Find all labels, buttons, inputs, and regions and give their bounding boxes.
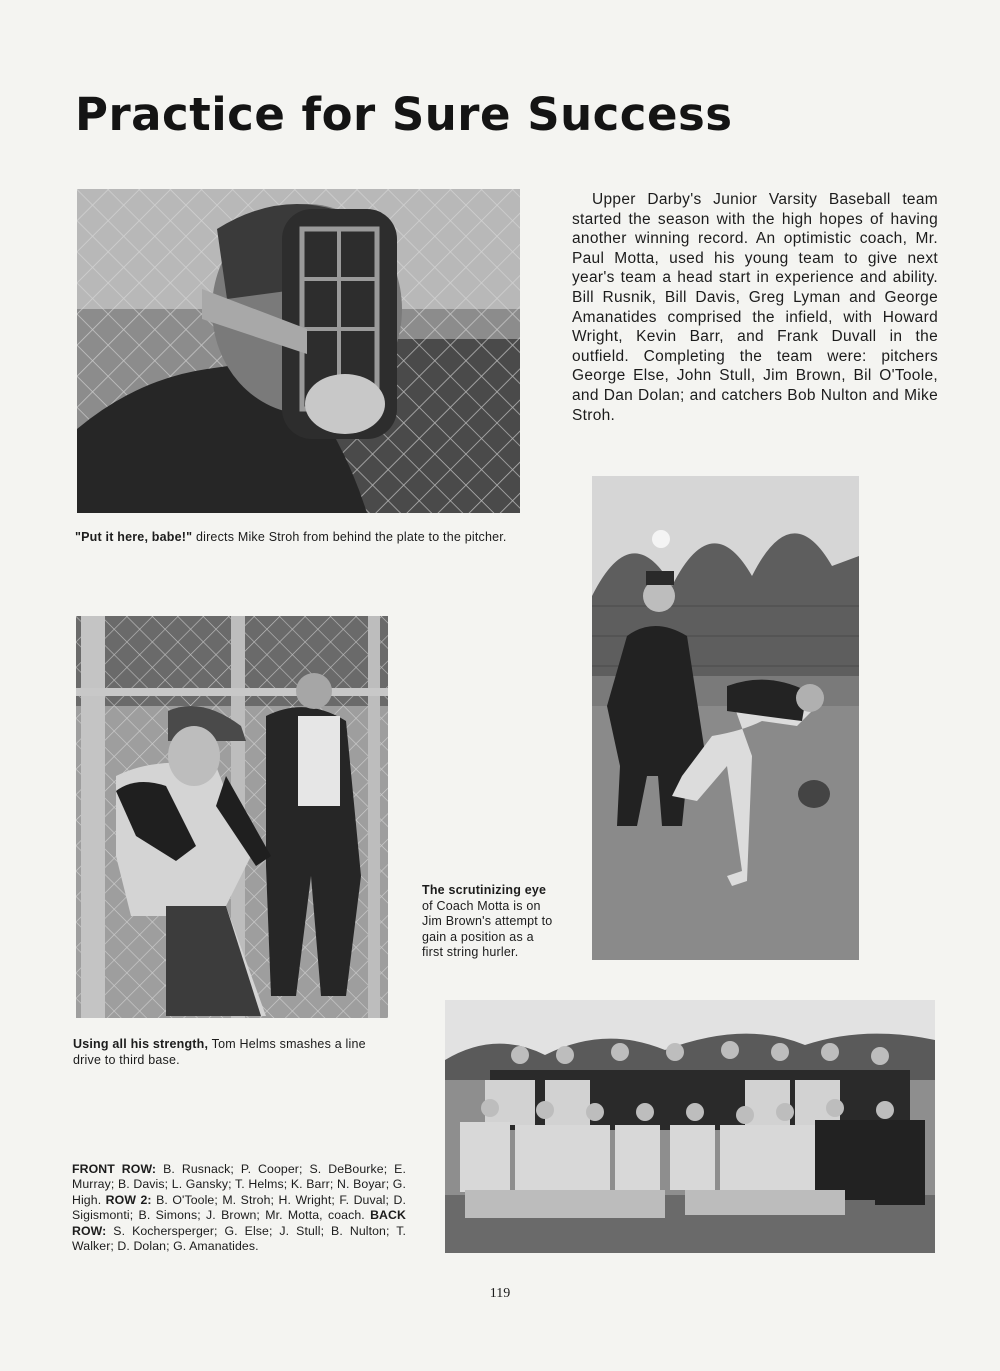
batter-caption [73, 1037, 391, 1068]
pitcher-caption [422, 883, 557, 961]
pitcher-photo [592, 476, 859, 960]
page-title: Practice for Sure Success [75, 88, 733, 141]
batter-caption-text: Tom Helms smashes a line drive to third base. [73, 1037, 366, 1067]
pitcher-caption-text: of Coach Motta is on Jim Brown's attempt to gain a position as a first string hurler. [422, 898, 553, 960]
pitcher-caption-lead: The scrutinizing eye [422, 883, 547, 897]
intro-paragraph: Upper Darby's Junior Varsity Baseball team started the season with the high hopes of having another winning record. An optimistic coach, Mr. Paul Motta, used his young team to give next year's team a head start in experience and ability. Bill Rusnik, Bill Davis, Greg Lyman and George Amanatides comprised the infield, with Howard Wright, Kevin Barr, and Frank Duvall in the outfield. Completing the team were: pitchers George Else, John Stull, Jim Brown, Bil O'Toole, and Dan Dolan; and catchers Bob Nulton and Mike Stroh. [572, 191, 938, 424]
roster-back-label: BACK ROW: [72, 1208, 406, 1238]
roster-back-names: S. Kochersperger; G. Else; J. Stull; B. Nulton; T. Walker; D. Dolan; G. Amanatides. [72, 1223, 406, 1254]
team-photo [445, 1000, 935, 1253]
batter-caption-lead: Using all his strength, [73, 1037, 209, 1051]
catcher-caption [75, 530, 520, 546]
catcher-caption-text: directs Mike Stroh from behind the plate to the pitcher. [192, 530, 507, 544]
team-roster [72, 1162, 406, 1254]
roster-front-names: B. Rusnack; P. Cooper; S. DeBourke; E. Murray; B. Davis; L. Gansky; T. Helms; K. Barr; N. Boyar; G. High. [72, 1162, 406, 1207]
batter-photo [76, 616, 388, 1018]
roster-front-label: FRONT ROW: [72, 1162, 157, 1176]
roster-row2-names: B. O'Toole; M. Stroh; H. Wright; F. Duval; D. Sigismonti; B. Simons; J. Brown; Mr. Motta, coach. [72, 1192, 406, 1223]
roster-row2-label: ROW 2: [105, 1192, 152, 1207]
catcher-caption-lead: "Put it here, babe!" [75, 530, 193, 544]
page-number: 119 [489, 1286, 511, 1301]
catcher-photo [77, 189, 520, 513]
